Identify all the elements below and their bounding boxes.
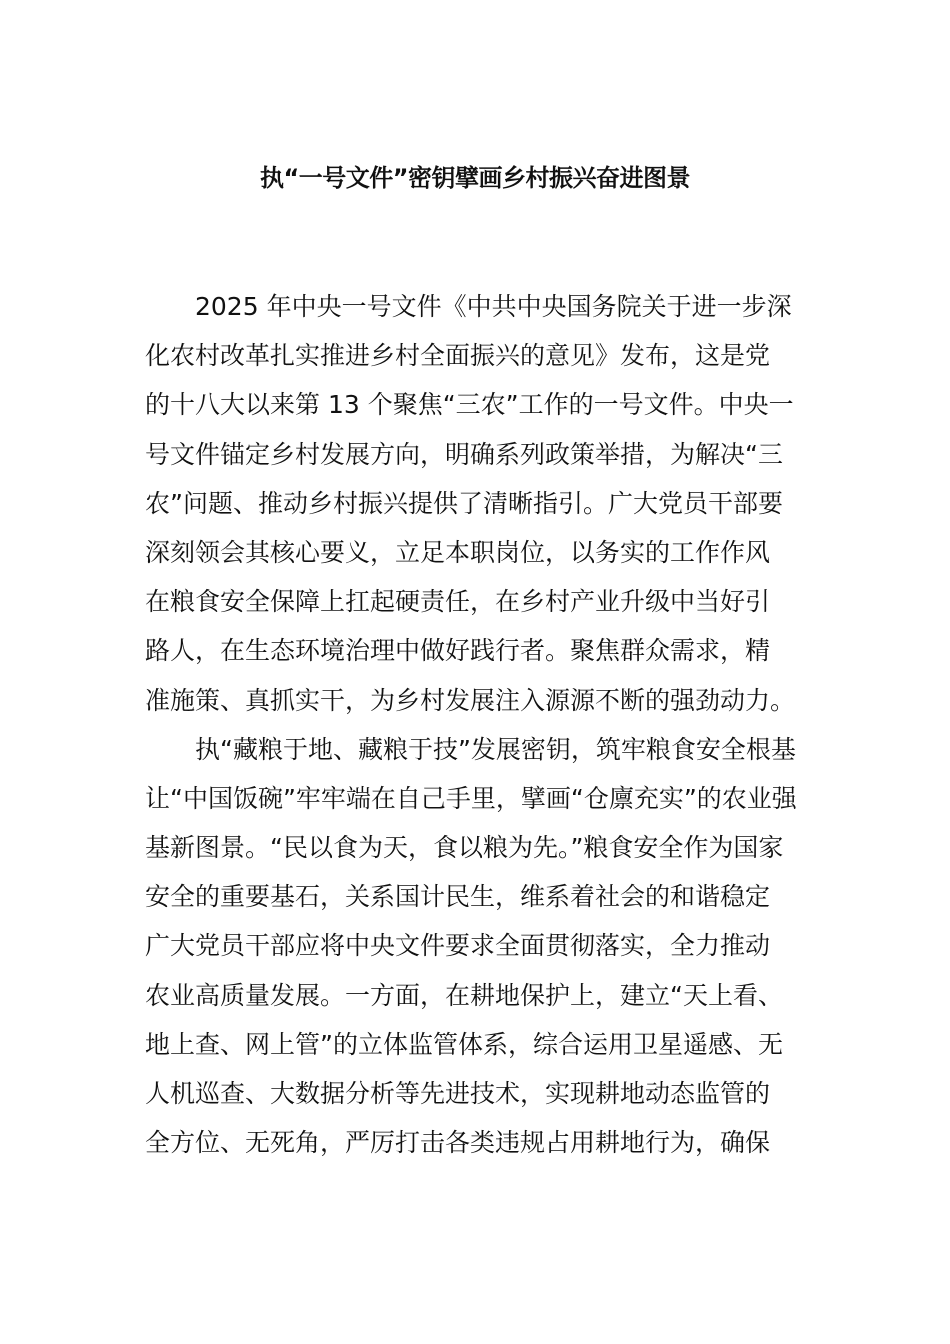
document-title: 执“一号文件”密钥擘画乡村振兴奋进图景: [259, 164, 691, 192]
paragraph-line: 基新图景。“民以食为天，食以粮为先。”粮食安全作为国家: [145, 833, 784, 863]
paragraph-line: 在粮食安全保障上扛起硬责任，在乡村产业升级中当好引: [145, 587, 771, 617]
paragraph-line: 广大党员干部应将中央文件要求全面贯彻落实，全力推动: [145, 931, 771, 961]
paragraph-line: 人机巡查、大数据分析等先进技术，实现耕地动态监管的: [145, 1079, 771, 1108]
paragraph-line: 准施策、真抓实干，为乡村发展注入源源不断的强劲动力。: [145, 685, 796, 715]
paragraph-line: 执“藏粮于地、藏粮于技”发展密钥，筑牢粮食安全根基: [195, 734, 796, 764]
paragraph-line: 深刻领会其核心要义，立足本职岗位，以务实的工作作风: [145, 537, 771, 567]
paragraph-line: 路人，在生态环境治理中做好践行者。聚焦群众需求，精: [145, 636, 771, 666]
paragraph-line: 农业高质量发展。一方面，在耕地保护上，建立“天上看、: [145, 980, 783, 1010]
paragraph-line: 全方位、无死角，严厉打击各类违规占用耕地行为，确保: [145, 1128, 771, 1158]
document-body: [145, 282, 807, 1167]
paragraph-line: 让“中国饭碗”牢牢端在自己手里，擘画“仓廪充实”的农业强: [145, 783, 797, 813]
paragraph-line: 的十八大以来第 13 个聚焦“三农”工作的一号文件。中央一: [145, 390, 794, 420]
paragraph-line: 安全的重要基石，关系国计民生，维系着社会的和谐稳定: [145, 882, 771, 912]
paragraph-line: 2025 年中央一号文件《中共中央国务院关于进一步深: [195, 292, 792, 321]
paragraph-line: 号文件锚定乡村发展方向，明确系列政策举措，为解决“三: [145, 439, 783, 469]
paragraph-line: 农”问题、推动乡村振兴提供了清晰指引。广大党员干部要: [145, 488, 783, 518]
paragraph-line: 地上查、网上管”的立体监管体系，综合运用卫星遥感、无: [145, 1029, 783, 1059]
paragraph-line: 化农村改革扎实推进乡村全面振兴的意见》发布，这是党: [145, 341, 771, 371]
